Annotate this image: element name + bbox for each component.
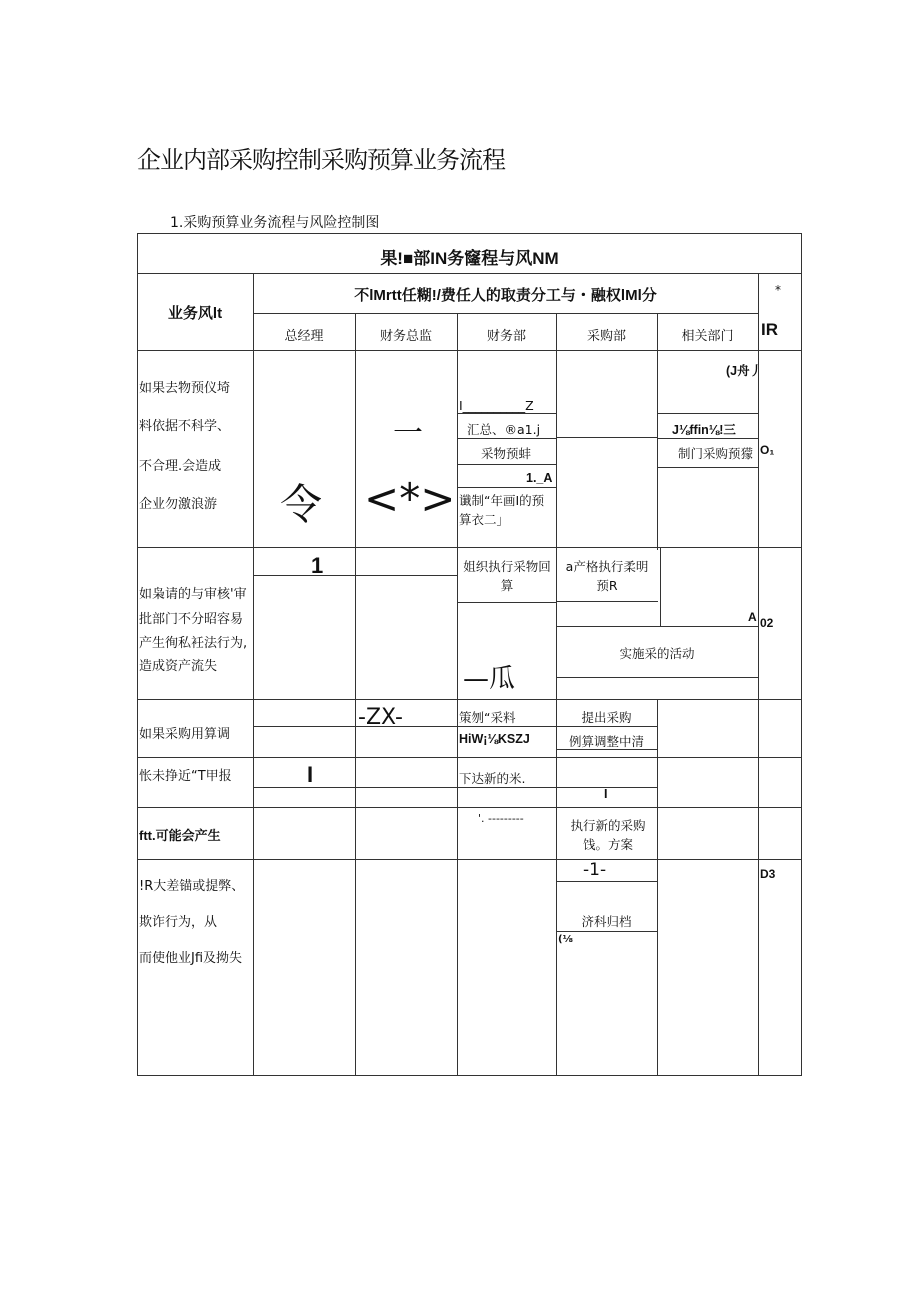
risk-4-line: !R大差锚或提弊、 — [139, 879, 245, 894]
row-line — [137, 273, 802, 274]
cell-line — [556, 626, 758, 627]
table-border-top — [137, 233, 802, 234]
page-title: 企业内部采购控制采购预算业务流程 — [137, 146, 505, 174]
finance-flow-symbol: —瓜 — [463, 664, 516, 694]
risk-3-line: 怅未挣近“T甲报 — [139, 769, 232, 784]
gm-flow-symbol: 令 — [280, 480, 323, 529]
risk-3-line: 如果采购用算调 — [139, 727, 231, 742]
col-line — [556, 313, 557, 1075]
cell-line — [657, 467, 758, 468]
table-border-bottom — [137, 1075, 802, 1076]
control-column-header: IR — [761, 320, 778, 339]
finance-budget: 采物预蚌 — [481, 446, 532, 461]
control-point-1: O₁ — [760, 443, 775, 457]
table-header-title: 果!■部IN务窿程与风NM — [380, 249, 559, 268]
cell-line — [253, 575, 457, 576]
finance-hiw: HiW¡⅛KSZJ — [459, 732, 530, 746]
table-border-left — [137, 233, 138, 1075]
finance-flow-line: I__________Z — [459, 398, 534, 413]
risk-4-line: 而使他业Jfi及拗失 — [139, 951, 243, 966]
cell-line — [657, 438, 758, 439]
corner-mark: * — [775, 283, 781, 297]
cell-line — [556, 931, 657, 932]
table-border-right — [801, 233, 802, 1075]
purchasing-strict: a产格执行柔明预R — [565, 559, 649, 593]
risk-2-line: 产生徇私衽法行为, — [139, 636, 248, 651]
row-line — [253, 313, 758, 314]
section-subtitle: 1.采购预算业务流程与风险控制图 — [170, 215, 380, 231]
cfo-flow-mark: -ZX- — [358, 705, 403, 730]
cell-line — [457, 464, 557, 465]
control-point-2: 02 — [760, 616, 774, 630]
role-related-dept: 相关部门 — [681, 329, 734, 344]
finance-issue: 下达新的米. — [459, 771, 526, 786]
role-general-manager: 总经理 — [284, 329, 324, 344]
finance-compile-budget: 谶制“年画I的预算衣二」 — [459, 493, 545, 527]
col-line — [758, 273, 759, 1075]
risk-column-header: 业务风lt — [167, 305, 223, 322]
control-point-3: D3 — [760, 867, 776, 881]
cell-line — [457, 602, 557, 603]
gm-flow-mark: 1 — [311, 553, 324, 578]
purchasing-execute: 执行新的采购饯。方案 — [570, 818, 646, 852]
cell-line — [457, 438, 557, 439]
cell-line — [556, 601, 658, 602]
cell-line — [556, 437, 657, 438]
col-line — [657, 313, 658, 550]
cell-line — [556, 881, 657, 882]
col-line — [457, 313, 458, 1075]
related-prepare-budget: 制门采购预獴 — [678, 446, 754, 461]
cell-line — [457, 413, 557, 414]
purchasing-flow-mark: -1- — [583, 860, 607, 880]
risk-2-line: 造成资产流失 — [139, 659, 218, 674]
implement-purchasing-activity: 实施采的活动 — [619, 646, 695, 661]
risk-2-line: 批部门不分昭容易 — [139, 612, 244, 627]
row-line — [137, 757, 802, 758]
row-line — [137, 547, 802, 548]
role-purchasing-dept: 采购部 — [586, 329, 626, 344]
role-cfo: 财务总监 — [379, 329, 432, 344]
cell-line — [253, 726, 657, 727]
row-line — [137, 350, 802, 351]
cfo-flow-symbol: <*> — [364, 474, 456, 523]
col-line — [355, 313, 356, 1075]
col-line — [253, 273, 254, 1075]
duty-header: 不lMrtt任糊!/费任人的取责分工与・融权lMl分 — [354, 287, 657, 304]
cell-line — [457, 487, 557, 488]
risk-2-line: 如枭请的与审核'审 — [139, 587, 247, 602]
purchasing-archive: 济科归档 — [581, 914, 632, 929]
cell-line — [556, 677, 758, 678]
risk-1-line: 如果去物预仪埼 — [139, 381, 231, 396]
related-flow-mark: J⅛ffin⅛!三 — [672, 423, 736, 437]
gm-flow-mark: I — [307, 762, 314, 787]
risk-1-line: 企业勿激浪游 — [139, 497, 218, 512]
risk-1-line: 料依据不科学、 — [139, 419, 231, 434]
finance-flow-a: 1._A — [526, 471, 553, 485]
cell-line — [657, 413, 758, 414]
purchasing-flow-frac: (⅛ — [558, 934, 573, 945]
row-line — [137, 859, 802, 860]
finance-plan: 策刎“采料 — [459, 710, 516, 725]
purchasing-adjust: 例算调整中清 — [568, 734, 644, 749]
finance-summary: 汇总、®a1.j — [467, 422, 541, 437]
row-line — [137, 807, 802, 808]
role-finance-dept: 财务部 — [486, 329, 526, 344]
risk-3-line: ftt.可能会产生 — [139, 828, 221, 843]
row-line — [137, 699, 802, 700]
risk-4-line: 欺诈行为，从 — [139, 915, 218, 930]
control-arrow-a: A — [748, 610, 757, 624]
cfo-flow-dash: 一 — [393, 416, 423, 451]
related-flow-top: (J舟丿 — [726, 364, 763, 378]
cell-line — [660, 547, 661, 627]
finance-flow-dots: '. --------- — [478, 812, 524, 825]
cell-line — [253, 787, 657, 788]
risk-1-line: 不合理.会造成 — [139, 459, 222, 474]
finance-organize: 姐织执行采物回算 — [463, 559, 551, 593]
purchasing-mark: I — [604, 787, 608, 801]
purchasing-propose: 提出采购 — [581, 710, 632, 725]
